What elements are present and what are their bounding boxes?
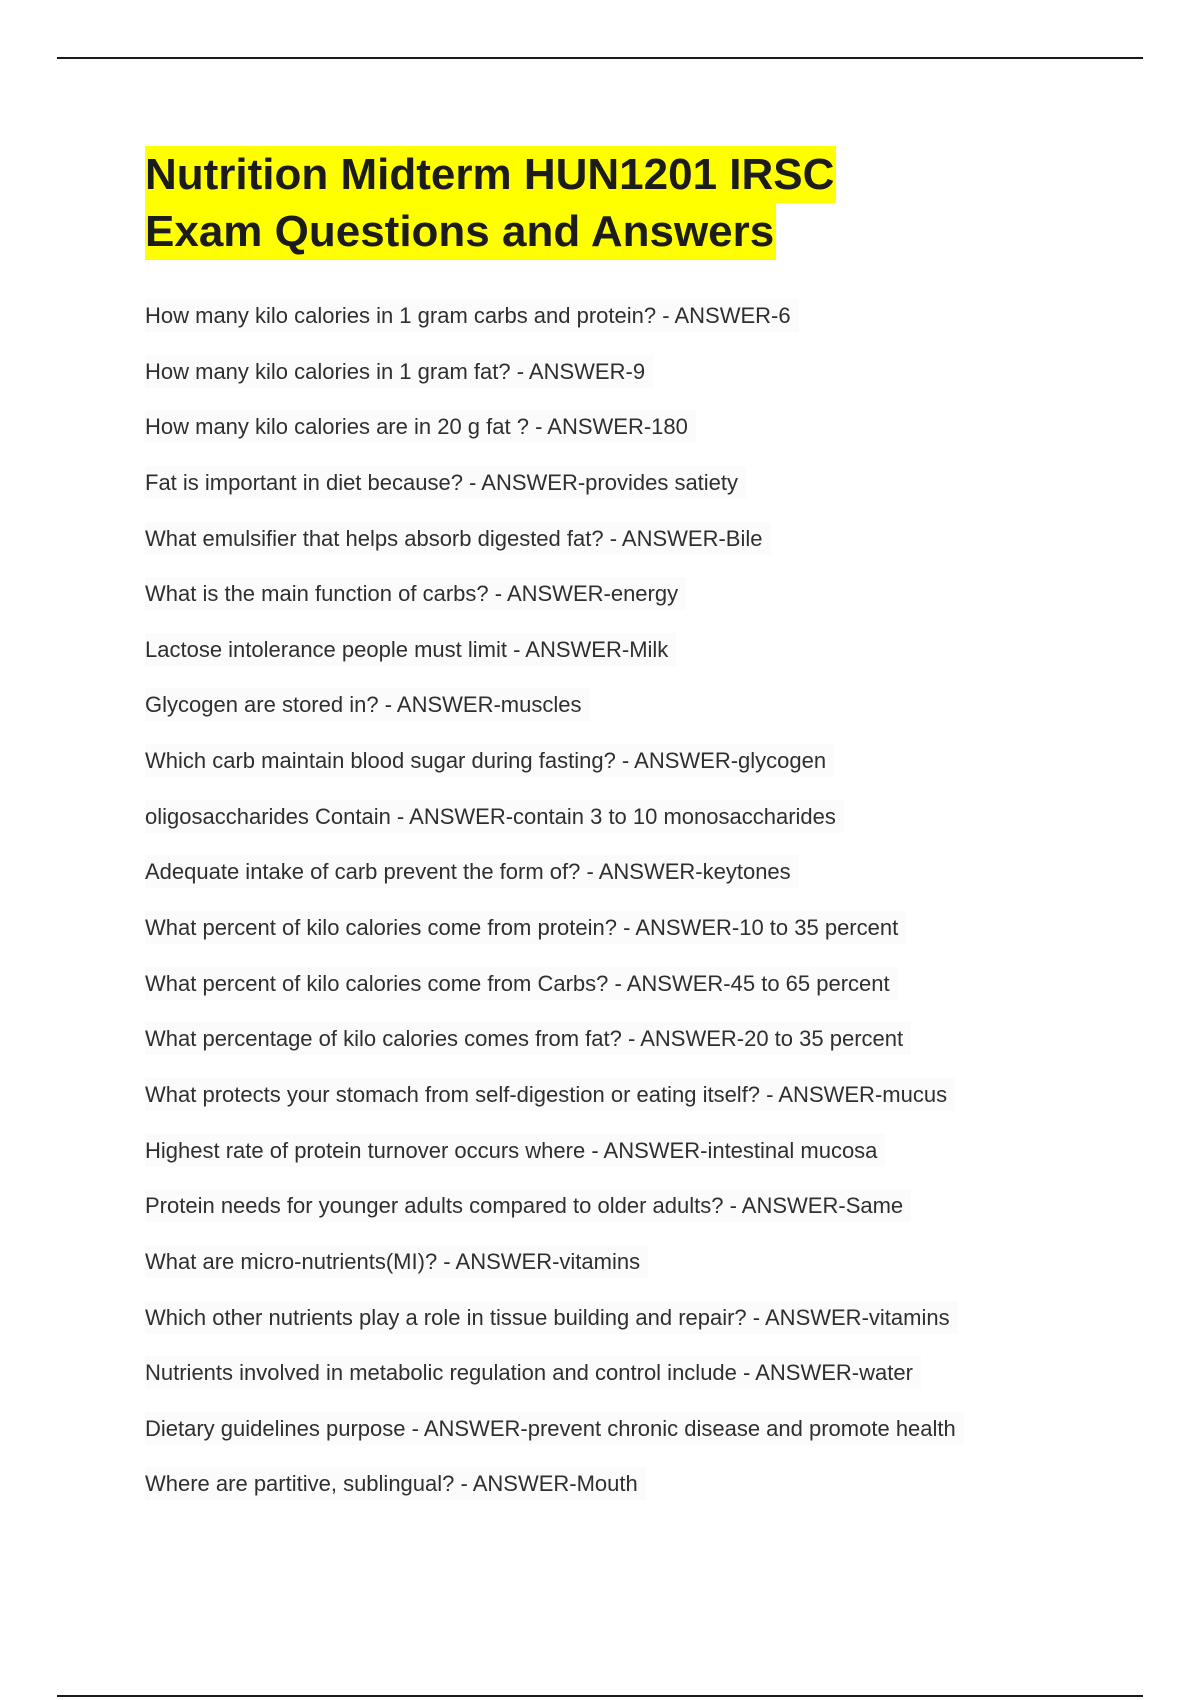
- qa-text: How many kilo calories are in 20 g fat ? - ANSWER-180: [145, 410, 696, 443]
- qa-item: [145, 741, 1145, 797]
- qa-text: What protects your stomach from self-digestion or eating itself? - ANSWER-mucus: [145, 1078, 955, 1111]
- qa-item: [145, 685, 1145, 741]
- qa-item: [145, 630, 1145, 686]
- page-bottom-rule: [57, 1695, 1143, 1697]
- title-line-2: Exam Questions and Answers: [145, 203, 776, 260]
- qa-text: oligosaccharides Contain - ANSWER-contain 3 to 10 monosaccharides: [145, 800, 844, 833]
- qa-item: [145, 407, 1145, 463]
- qa-item: [145, 852, 1145, 908]
- qa-text: What is the main function of carbs? - ANSWER-energy: [145, 577, 686, 610]
- qa-item: [145, 1298, 1145, 1354]
- qa-item: [145, 1409, 1145, 1465]
- qa-item: [145, 1242, 1145, 1298]
- document-title: [145, 146, 1145, 260]
- qa-text: Which other nutrients play a role in tissue building and repair? - ANSWER-vitamins: [145, 1301, 958, 1334]
- qa-text: What percent of kilo calories come from Carbs? - ANSWER-45 to 65 percent: [145, 967, 898, 1000]
- qa-text: Dietary guidelines purpose - ANSWER-prevent chronic disease and promote health: [145, 1412, 964, 1445]
- qa-text: Fat is important in diet because? - ANSWER-provides satiety: [145, 466, 746, 499]
- qa-text: How many kilo calories in 1 gram fat? - ANSWER-9: [145, 355, 653, 388]
- qa-text: What are micro-nutrients(MI)? - ANSWER-vitamins: [145, 1245, 648, 1278]
- qa-text: Which carb maintain blood sugar during fasting? - ANSWER-glycogen: [145, 744, 834, 777]
- qa-text: Glycogen are stored in? - ANSWER-muscles: [145, 688, 590, 721]
- qa-text: What percentage of kilo calories comes from fat? - ANSWER-20 to 35 percent: [145, 1022, 911, 1055]
- qa-item: [145, 352, 1145, 408]
- page-top-rule: [57, 57, 1143, 59]
- qa-item: [145, 1353, 1145, 1409]
- qa-text: Lactose intolerance people must limit - ANSWER-Milk: [145, 633, 676, 666]
- qa-text: Where are partitive, sublingual? - ANSWER-Mouth: [145, 1467, 646, 1500]
- qa-text: Highest rate of protein turnover occurs where - ANSWER-intestinal mucosa: [145, 1134, 885, 1167]
- qa-item: [145, 797, 1145, 853]
- qa-text: Nutrients involved in metabolic regulation and control include - ANSWER-water: [145, 1356, 921, 1389]
- qa-item: [145, 1075, 1145, 1131]
- qa-item: [145, 1019, 1145, 1075]
- qa-item: [145, 964, 1145, 1020]
- qa-item: [145, 1131, 1145, 1187]
- qa-item: [145, 296, 1145, 352]
- qa-item: [145, 463, 1145, 519]
- qa-text: How many kilo calories in 1 gram carbs and protein? - ANSWER-6: [145, 299, 799, 332]
- qa-item: [145, 574, 1145, 630]
- question-answer-list: [145, 296, 1145, 1520]
- qa-item: [145, 1186, 1145, 1242]
- qa-item: [145, 908, 1145, 964]
- qa-item: [145, 1464, 1145, 1520]
- qa-text: What percent of kilo calories come from protein? - ANSWER-10 to 35 percent: [145, 911, 906, 944]
- qa-text: Protein needs for younger adults compared to older adults? - ANSWER-Same: [145, 1189, 911, 1222]
- title-line-1: Nutrition Midterm HUN1201 IRSC: [145, 146, 836, 203]
- qa-item: [145, 519, 1145, 575]
- qa-text: Adequate intake of carb prevent the form of? - ANSWER-keytones: [145, 855, 799, 888]
- qa-text: What emulsifier that helps absorb digested fat? - ANSWER-Bile: [145, 522, 771, 555]
